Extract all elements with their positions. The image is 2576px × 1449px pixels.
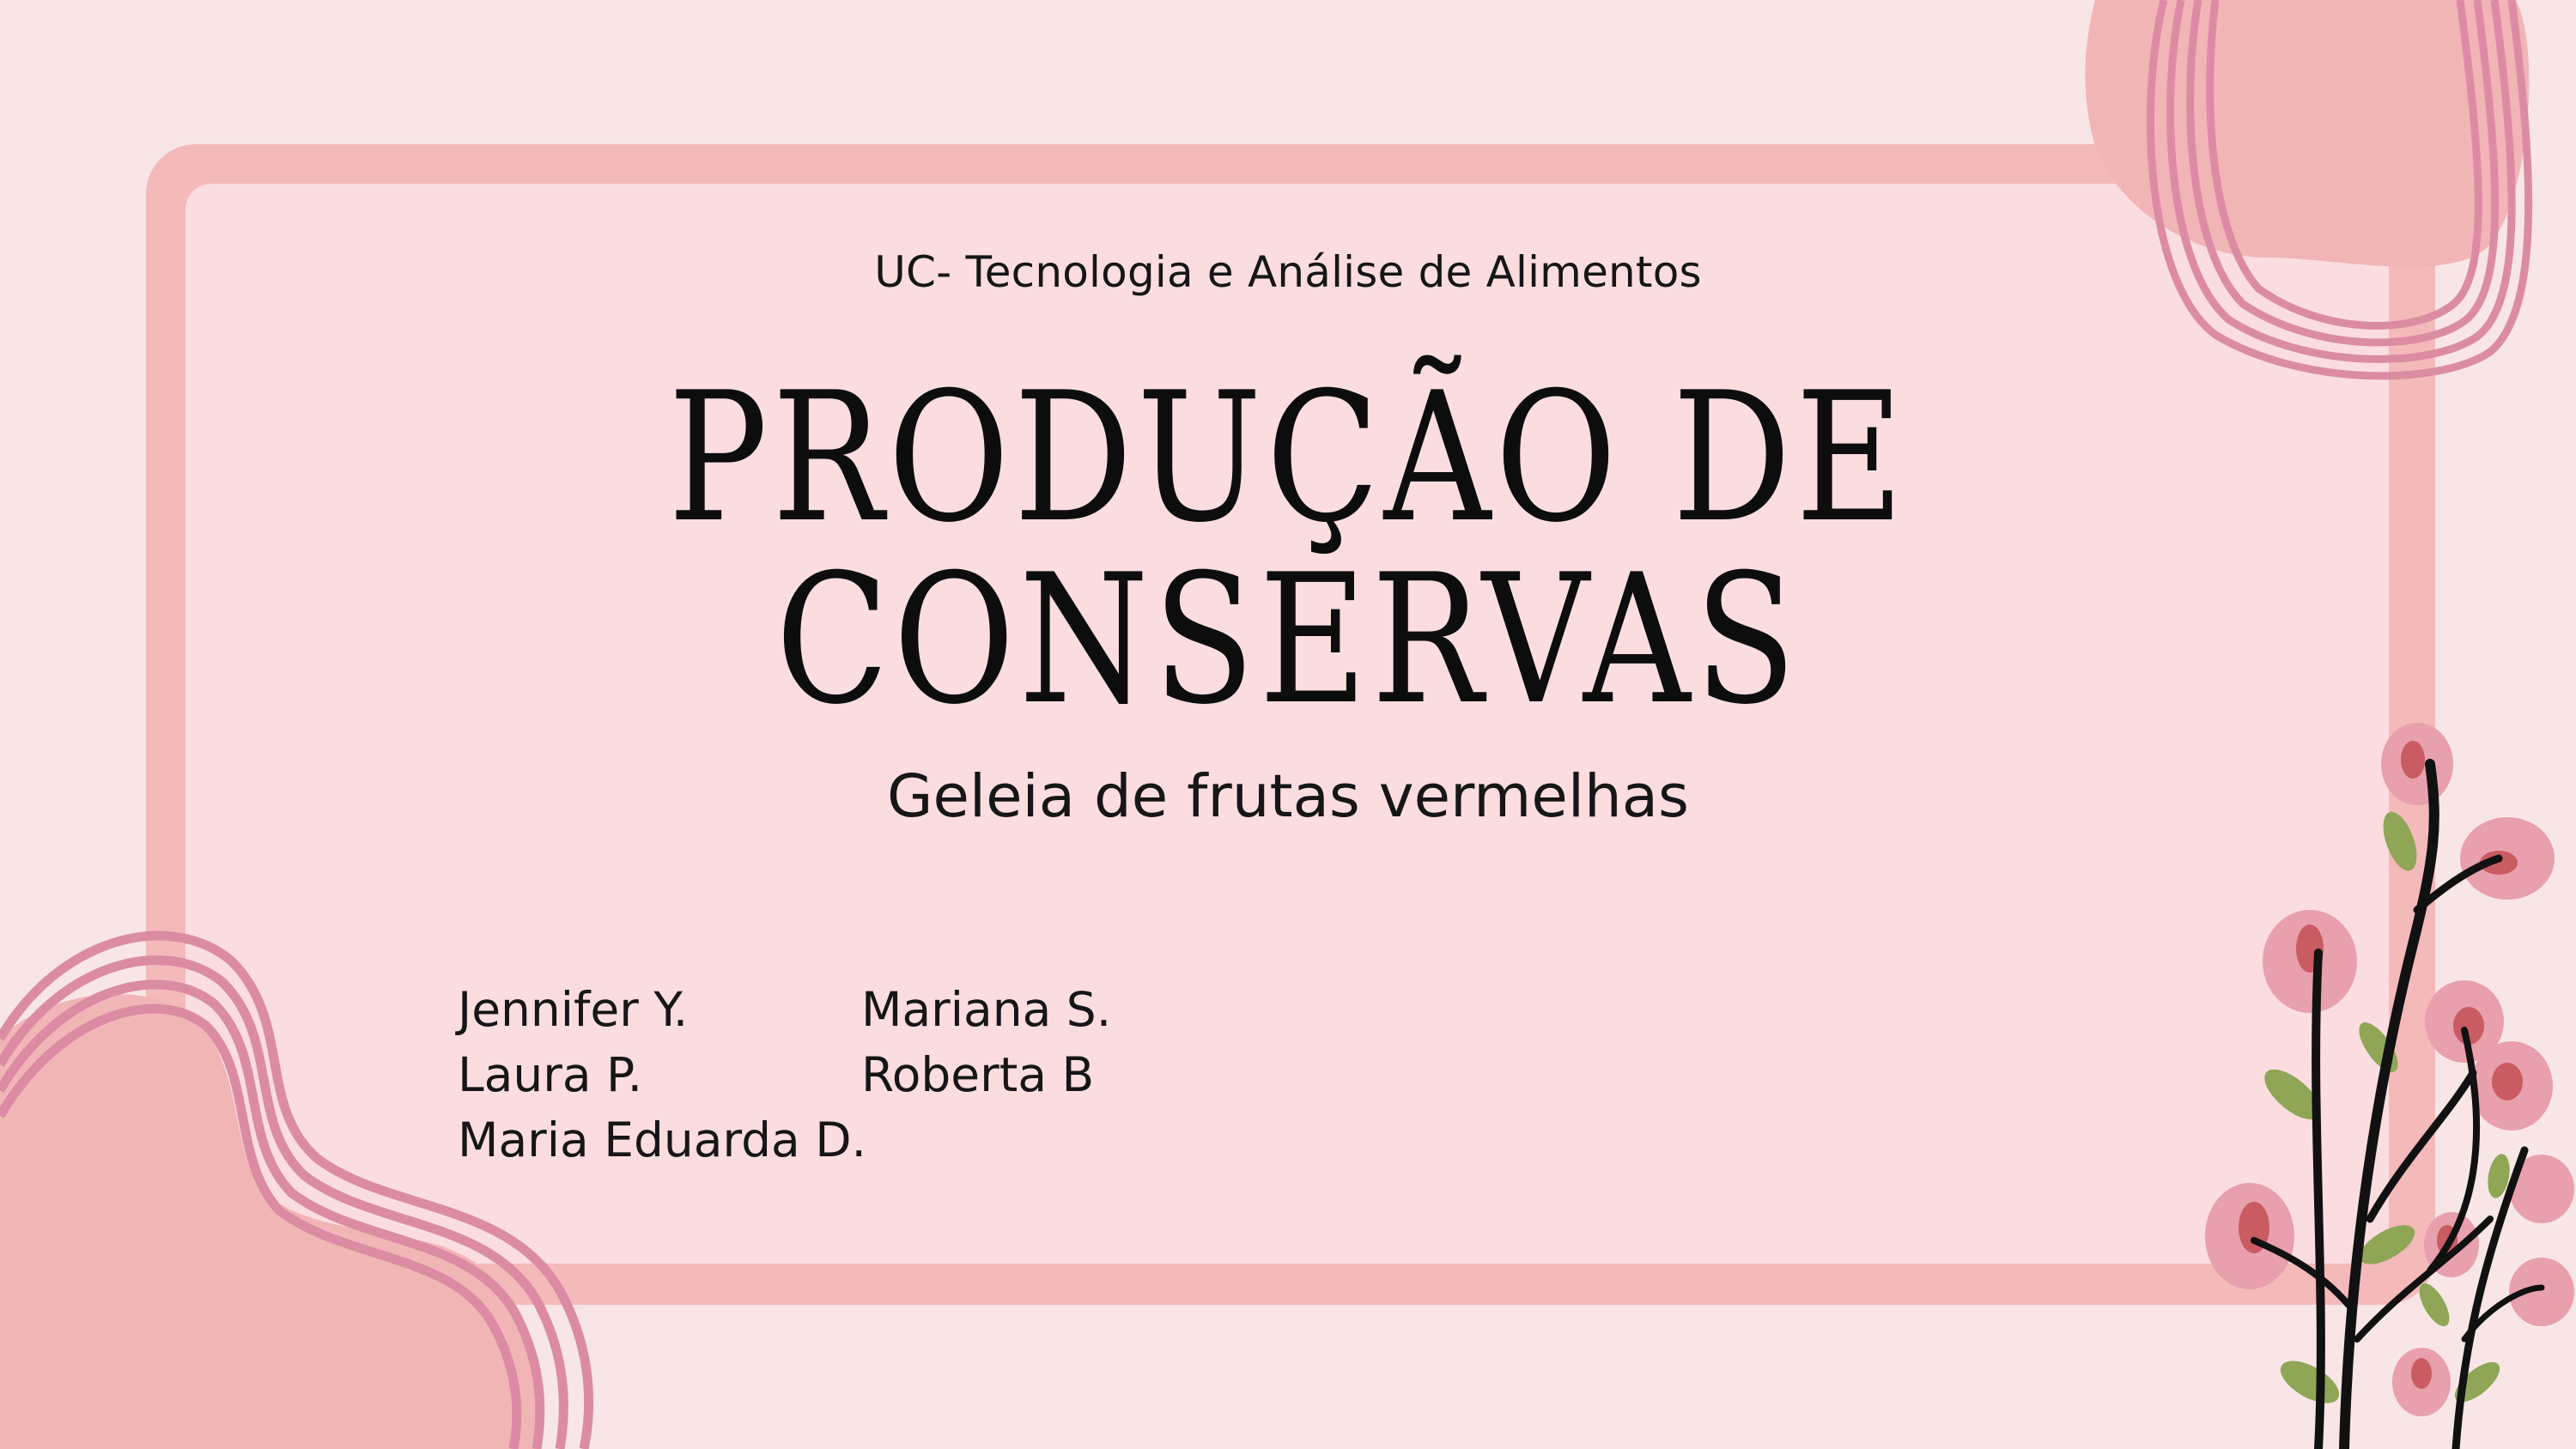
member-name: Laura P. <box>458 1047 643 1102</box>
member-name: Mariana S. <box>861 982 1112 1037</box>
slide-title <box>219 355 2357 744</box>
flower-branch-icon <box>2205 723 2574 1449</box>
title-line-1: PRODUÇÃO DE <box>668 355 1908 562</box>
blob-rings-top-right-icon <box>2085 0 2529 376</box>
member-list <box>458 977 1196 1174</box>
member-name: Roberta B <box>861 1047 1095 1102</box>
slide-subtitle: Geleia de frutas vermelhas <box>887 762 1689 831</box>
member-name: Jennifer Y. <box>458 982 689 1037</box>
title-line-2: CONSERVAS <box>775 537 1801 744</box>
member-name: Maria Eduarda D. <box>458 1113 867 1167</box>
course-subject: UC- Tecnologia e Análise de Alimentos <box>874 247 1702 297</box>
